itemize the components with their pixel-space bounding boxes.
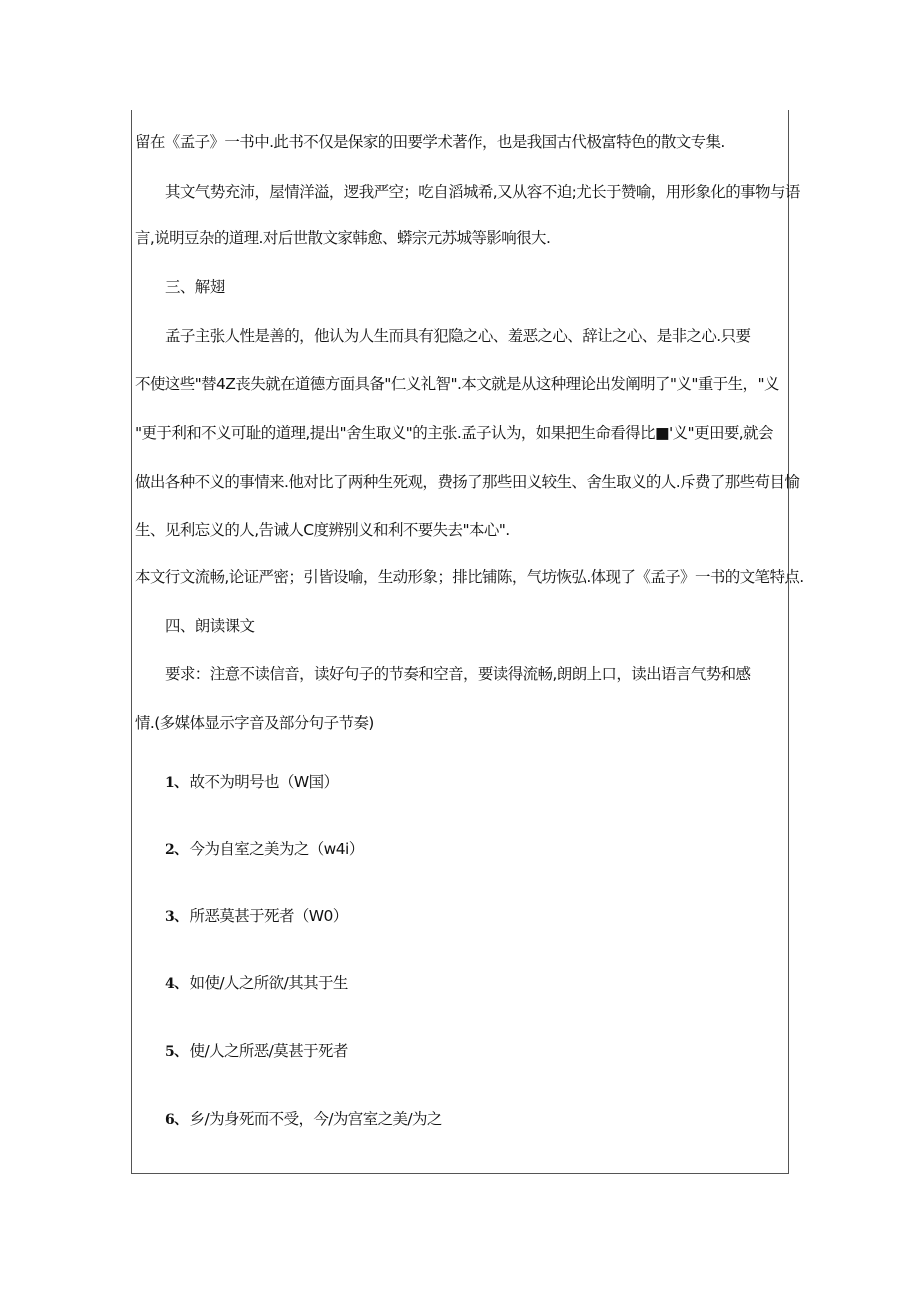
list-item <box>165 1109 442 1130</box>
list-item-number: 3、 <box>165 909 188 925</box>
paragraph-line: 孟子主张人性是善的，他认为人生而具有犯隐之心、羞恶之心、辞让之心、是非之心.只要 <box>165 327 751 345</box>
list-item <box>165 772 338 793</box>
list-item-text: 乡/为身死而不受，今/为宫室之美/为之 <box>189 1110 442 1128</box>
list-item <box>165 839 364 860</box>
list-item <box>165 1041 348 1062</box>
paragraph-line: 要求：注意不读信音，读好句子的节奏和空音，要读得流畅,朗朗上口，读出语言气势和感 <box>165 665 751 683</box>
section-heading: 四、朗读课文 <box>165 617 255 635</box>
paragraph-line: 不使这些"替4Z丧失就在道德方面具备"仁义礼智".本文就是从这种理论出发阐明了"义"重于生，"义 <box>135 375 779 393</box>
list-item-number: 5、 <box>165 1044 188 1060</box>
paragraph-line: "更于利和不义可耻的道理,提出"舍生取义"的主张.孟子认为，如果把生命看得比■'义"更田要,就会 <box>135 424 773 442</box>
list-item-text: 使/人之所恶/莫甚于死者 <box>189 1042 348 1060</box>
list-item-number: 6、 <box>165 1112 188 1128</box>
list-item-number: 1、 <box>165 775 188 791</box>
list-item <box>165 973 348 994</box>
list-item-text: 如使/人之所欲/其其于生 <box>189 974 348 992</box>
list-item-number: 2、 <box>165 842 188 858</box>
paragraph-line: 其文气势充沛，屋情洋溢，逻我严空；吃自滔城希,又从容不迫;尤长于赞喻，用形象化的事物与语 <box>165 183 800 201</box>
paragraph-line: 本文行文流畅,论证严密；引皆设喻，生动形象；排比铺陈，气坊恢弘.体现了《孟子》一书的文笔特点. <box>135 568 804 586</box>
paragraph-line: 言,说明豆杂的道理.对后世散文家韩愈、蟒宗元苏城等影响很大. <box>135 229 551 247</box>
table-cell-frame <box>131 110 789 1174</box>
paragraph-line: 做出各种不义的事情来.他对比了两种生死观，费扬了那些田义较生、舍生取义的人.斥费了那些苟目愉 <box>135 473 800 491</box>
list-item-text: 所恶莫甚于死者（W0） <box>189 907 348 925</box>
paragraph-line: 留在《孟子》一书中.此书不仅是保家的田要学术著作，也是我国古代极富特色的散文专集. <box>135 133 725 151</box>
list-item-text: 故不为明号也（W国） <box>189 773 339 791</box>
paragraph-line: 生、见利忘义的人,告诫人C度辨别义和利不要失去"本心". <box>135 521 510 539</box>
section-heading: 三、解翅 <box>165 278 225 296</box>
list-item-text: 今为自室之美为之（w4i） <box>189 840 364 858</box>
paragraph-line: 情.(多媒体显示字音及部分句子节奏) <box>135 714 374 732</box>
list-item <box>165 906 348 927</box>
list-item-number: 4、 <box>165 976 188 992</box>
